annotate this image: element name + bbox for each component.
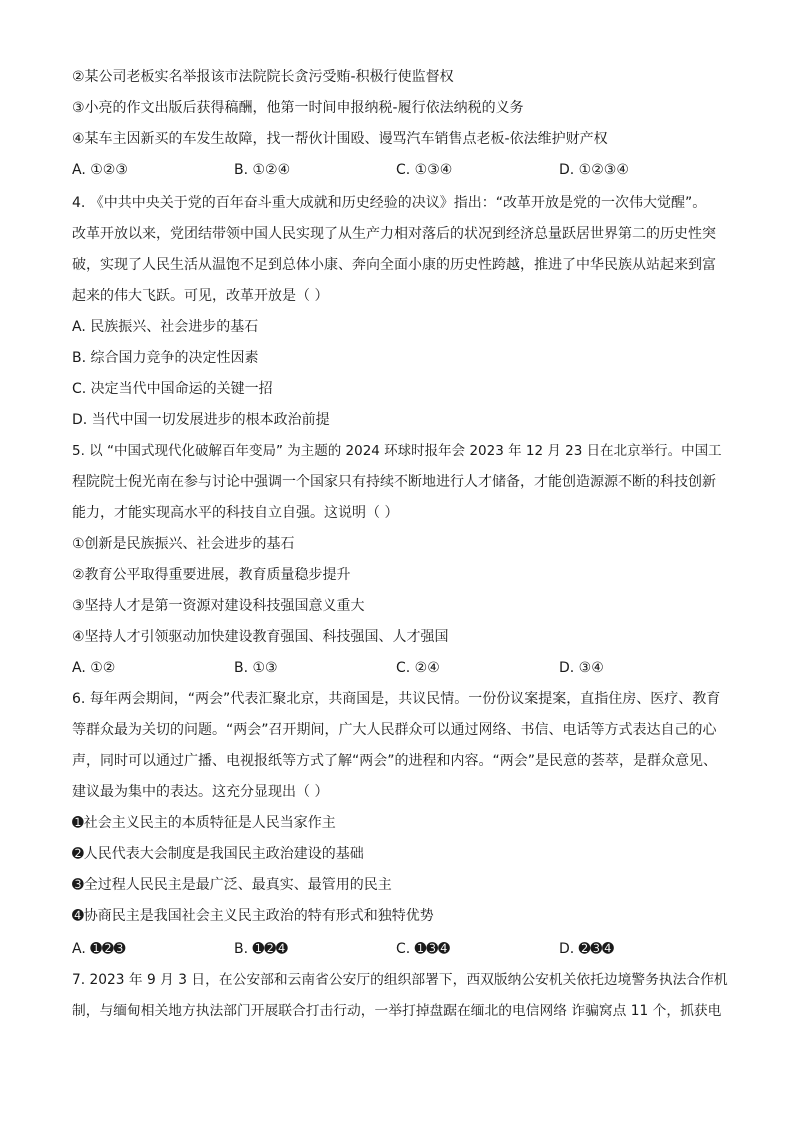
q6-option-1: ➊社会主义民主的本质特征是人民当家作主 xyxy=(72,815,336,831)
q7-stem-line-2: 制，与缅甸相关地方执法部门开展联合打击行动，一举打掉盘踞在缅北的电信网络 诈骗窝点 11 个，抓获电 xyxy=(72,1003,722,1019)
q7-stem-line-1: 7. 2023 年 9 月 3 日，在公安部和云南省公安厅的组织部署下，西双版纳公安机关依托边境警务执法合作机 xyxy=(72,972,728,988)
q4-stem-line-4: 起来的伟大飞跃。可见，改革开放是（ ） xyxy=(72,288,329,304)
q5-option-2: ②教育公平取得重要进展，教育质量稳步提升 xyxy=(72,567,351,583)
q4-stem-line-3: 破，实现了人民生活从温饱不足到总体小康、奔向全面小康的历史性跨越，推进了中华民族从站起来到富 xyxy=(72,257,716,273)
q3-choice-a: A. ①②③ xyxy=(72,162,128,178)
q3-choices xyxy=(72,160,728,182)
q6-choice-d: D. ➋➌➍ xyxy=(559,941,614,957)
q6-stem-line-2: 等群众最为关切的问题。“两会”召开期间，广大人民群众可以通过网络、书信、电话等方式表达自己的心 xyxy=(72,722,717,738)
q6-option-3: ➌全过程人民民主是最广泛、最真实、最管用的民主 xyxy=(72,877,392,893)
q6-choice-c: C. ➊➌➍ xyxy=(396,941,450,957)
q4-stem-line-2: 改革开放以来，党团结带领中国人民实现了从生产力相对落后的状况到经济总量跃居世界第二的历史性突 xyxy=(72,226,716,242)
q6-stem-line-1: 6. 每年两会期间，“两会”代表汇聚北京，共商国是，共议民情。一份份议案提案，直指住房、医疗、教育 xyxy=(72,691,721,707)
q6-option-2: ➋人民代表大会制度是我国民主政治建设的基础 xyxy=(72,846,364,862)
q5-stem-line-1: 5. 以 “中国式现代化破解百年变局” 为主题的 2024 环球时报年会 2023 年 12 月 23 日在北京举行。中国工 xyxy=(72,443,722,459)
q5-choices xyxy=(72,658,728,680)
q6-choice-a: A. ➊➋➌ xyxy=(72,941,126,957)
q3-option-3: ③小亮的作文出版后获得稿酬，他第一时间申报纳税-履行依法纳税的义务 xyxy=(72,100,524,116)
q4-stem-line-1: 4. 《中共中央关于党的百年奋斗重大成就和历史经验的决议》指出：“改革开放是党的一次伟大觉醒”。 xyxy=(72,195,707,211)
q5-choice-d: D. ③④ xyxy=(559,660,604,676)
q5-stem-line-3: 能力，才能实现高水平的科技自立自强。这说明（ ） xyxy=(72,505,399,521)
q3-option-4: ④某车主因新买的车发生故障，找一帮伙计围殴、谩骂汽车销售点老板-依法维护财产权 xyxy=(72,131,608,147)
q5-choice-a: A. ①② xyxy=(72,660,116,676)
q5-option-1: ①创新是民族振兴、社会进步的基石 xyxy=(72,536,295,552)
q5-stem-line-2: 程院院士倪光南在参与讨论中强调一个国家只有持续不断地进行人才储备，才能创造源源不断的科技创新 xyxy=(72,474,716,490)
q6-stem-line-3: 声，同时可以通过广播、电视报纸等方式了解“两会”的进程和内容。“两会”是民意的荟萃，是群众意见、 xyxy=(72,753,718,769)
q3-option-2: ②某公司老板实名举报该市法院院长贪污受贿-积极行使监督权 xyxy=(72,69,454,85)
q4-choice-d: D. 当代中国一切发展进步的根本政治前提 xyxy=(72,412,330,428)
q5-option-3: ③坚持人才是第一资源对建设科技强国意义重大 xyxy=(72,598,365,614)
q3-choice-c: C. ①③④ xyxy=(396,162,453,178)
q3-choice-d: D. ①②③④ xyxy=(559,162,629,178)
q6-option-4: ➍协商民主是我国社会主义民主政治的特有形式和独特优势 xyxy=(72,908,434,924)
q6-choice-b: B. ➊➋➍ xyxy=(234,941,288,957)
q4-choice-c: C. 决定当代中国命运的关键一招 xyxy=(72,381,273,397)
q6-stem-line-4: 建议最为集中的表达。这充分显现出（ ） xyxy=(72,784,329,800)
q5-option-4: ④坚持人才引领驱动加快建设教育强国、科技强国、人才强国 xyxy=(72,629,449,645)
q4-choice-a: A. 民族振兴、社会进步的基石 xyxy=(72,319,259,335)
q6-choices xyxy=(72,939,728,961)
q3-choice-b: B. ①②④ xyxy=(234,162,291,178)
q4-choice-b: B. 综合国力竞争的决定性因素 xyxy=(72,350,259,366)
q5-choice-b: B. ①③ xyxy=(234,660,278,676)
q5-choice-c: C. ②④ xyxy=(396,660,440,676)
